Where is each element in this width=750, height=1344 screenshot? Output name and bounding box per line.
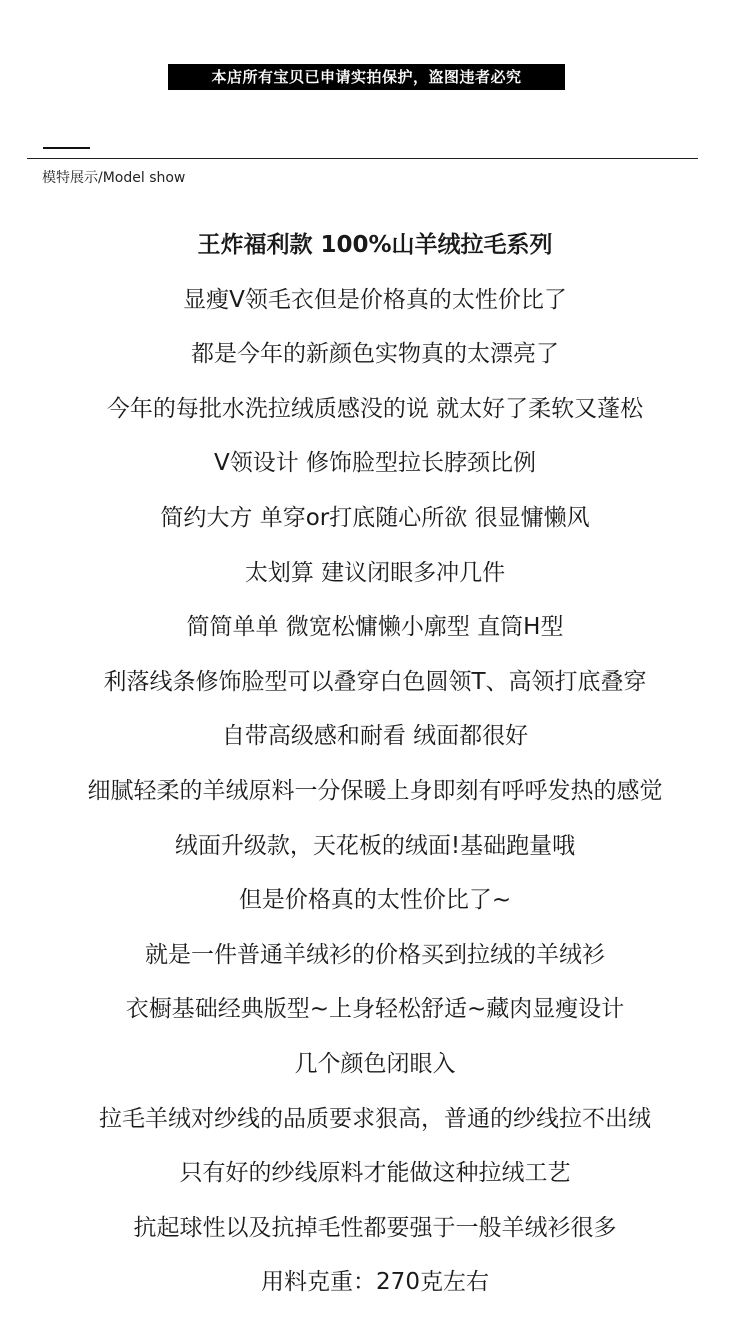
description-line: 自带高级感和耐看 绒面都很好 <box>221 723 529 750</box>
description-line: 今年的每批水洗拉绒质感没的说 就太好了柔软又蓬松 <box>106 395 644 422</box>
description-headline: 王炸福利款 100%山羊绒拉毛系列 <box>197 232 553 258</box>
product-description <box>0 218 750 1310</box>
description-line: 简简单单 微宽松慵懒小廓型 直筒H型 <box>186 614 564 641</box>
description-line: 就是一件普通羊绒衫的价格买到拉绒的羊绒衫 <box>145 941 605 968</box>
description-line: 都是今年的新颜色实物真的太漂亮了 <box>191 341 559 368</box>
description-line: 细腻轻柔的羊绒原料一分保暖上身即刻有呼呼发热的感觉 <box>87 777 663 804</box>
description-line: V领设计 修饰脸型拉长脖颈比例 <box>213 450 537 477</box>
description-line: 但是价格真的太性价比了~ <box>238 887 512 914</box>
description-line: 显瘦V领毛衣但是价格真的太性价比了 <box>183 286 567 313</box>
description-line: 绒面升级款，天花板的绒面!基础跑量哦 <box>174 832 576 859</box>
description-line: 衣橱基础经典版型~上身轻松舒适~藏肉显瘦设计 <box>125 996 625 1023</box>
section-label-model-show: 模特展示/Model show <box>42 170 186 186</box>
copyright-notice-banner <box>168 64 565 90</box>
description-line: 几个颜色闭眼入 <box>294 1050 456 1077</box>
copyright-notice-text: 本店所有宝贝已申请实拍保护，盗图违者必究 <box>211 68 522 86</box>
description-line-weight: 用料克重：270克左右 <box>261 1269 489 1296</box>
section-accent-line <box>43 147 90 149</box>
section-divider <box>27 158 698 159</box>
description-line: 太划算 建议闭眼多冲几件 <box>244 559 506 586</box>
description-line: 只有好的纱线原料才能做这种拉绒工艺 <box>179 1160 571 1187</box>
description-line: 简约大方 单穿or打底随心所欲 很显慵懒风 <box>160 504 590 531</box>
description-line: 抗起球性以及抗掉毛性都要强于一般羊绒衫很多 <box>133 1214 617 1241</box>
description-line: 利落线条修饰脸型可以叠穿白色圆领T、高领打底叠穿 <box>103 668 647 695</box>
description-line: 拉毛羊绒对纱线的品质要求狠高，普通的纱线拉不出绒 <box>99 1105 651 1132</box>
